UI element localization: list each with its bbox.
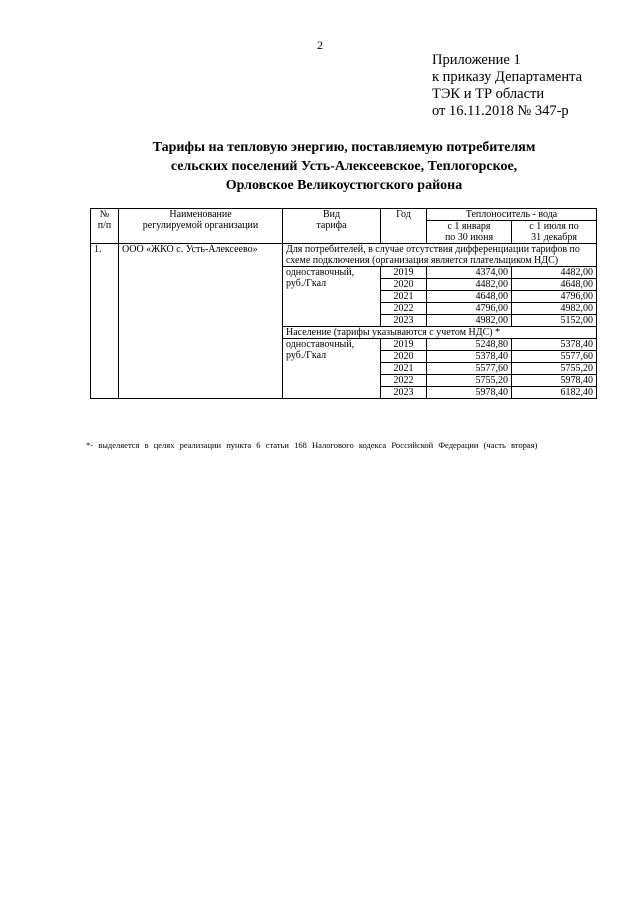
tariff-value-cell: 4482,00 (512, 267, 597, 279)
header-year: Год (381, 209, 427, 244)
organization-name: ООО «ЖКО с. Усть-Алексеево» (119, 244, 283, 399)
appendix-line: к приказу Департамента (432, 69, 583, 85)
year-cell: 2022 (381, 375, 427, 387)
header-org: Наименование регулируемой организации (119, 209, 283, 244)
year-cell: 2023 (381, 387, 427, 399)
year-cell: 2019 (381, 339, 427, 351)
header-period-2: с 1 июля по 31 декабря (512, 221, 597, 244)
tariff-value-cell: 4796,00 (512, 291, 597, 303)
tariff-value-cell: 4648,00 (512, 279, 597, 291)
title-line: Тарифы на тепловую энергию, поставляемую потребителям (152, 140, 536, 155)
title-line: Орловское Великоустюгского района (225, 178, 463, 193)
tariff-value-cell: 5378,40 (427, 351, 512, 363)
tariff-type: одноставочный, руб./Гкал (283, 339, 381, 399)
header-num: № п/п (91, 209, 119, 244)
row-number: 1. (91, 244, 119, 399)
year-cell: 2022 (381, 303, 427, 315)
year-cell: 2023 (381, 315, 427, 327)
tariff-value-cell: 5152,00 (512, 315, 597, 327)
tariff-value-cell: 5978,40 (512, 375, 597, 387)
tariff-type: одноставочный, руб./Гкал (283, 267, 381, 327)
year-cell: 2020 (381, 279, 427, 291)
appendix-line: ТЭК и ТР области (432, 86, 545, 102)
tariff-value-cell: 5248,80 (427, 339, 512, 351)
group-label-population: Население (тарифы указываются с учетом НДС) * (283, 327, 597, 339)
year-cell: 2020 (381, 351, 427, 363)
appendix-header (432, 52, 582, 120)
tariff-value-cell: 5378,40 (512, 339, 597, 351)
group-label-consumers: Для потребителей, в случае отсутствия дифференциации тарифов по схеме подключения (организация является плательщиком НДС) (283, 244, 597, 267)
tariff-value-cell: 5755,20 (427, 375, 512, 387)
tariff-table (90, 208, 597, 399)
year-cell: 2019 (381, 267, 427, 279)
tariff-value-cell: 4982,00 (512, 303, 597, 315)
tariff-value-cell: 4482,00 (427, 279, 512, 291)
tariff-value-cell: 5577,60 (427, 363, 512, 375)
appendix-line: Приложение 1 (432, 52, 521, 68)
year-cell: 2021 (381, 291, 427, 303)
tariff-value-cell: 4648,00 (427, 291, 512, 303)
tariff-value-cell: 5755,20 (512, 363, 597, 375)
appendix-line: от 16.11.2018 № 347-р (432, 103, 569, 119)
header-carrier: Теплоноситель - вода (427, 209, 597, 221)
tariff-value-cell: 6182,40 (512, 387, 597, 399)
tariff-value-cell: 5577,60 (512, 351, 597, 363)
footnote: *- выделяется в целях реализации пункта 6 статьи 168 Налогового кодекса Российской Федерации (часть вторая) (86, 440, 538, 450)
page-number: 2 (317, 38, 323, 52)
tariff-value-cell: 5978,40 (427, 387, 512, 399)
header-period-1: с 1 января по 30 июня (427, 221, 512, 244)
document-title (60, 138, 628, 195)
tariff-value-cell: 4374,00 (427, 267, 512, 279)
tariff-value-cell: 4982,00 (427, 315, 512, 327)
header-tariff-type: Вид тарифа (283, 209, 381, 244)
year-cell: 2021 (381, 363, 427, 375)
title-line: сельских поселений Усть-Алексеевское, Теплогорское, (170, 159, 518, 174)
tariff-value-cell: 4796,00 (427, 303, 512, 315)
